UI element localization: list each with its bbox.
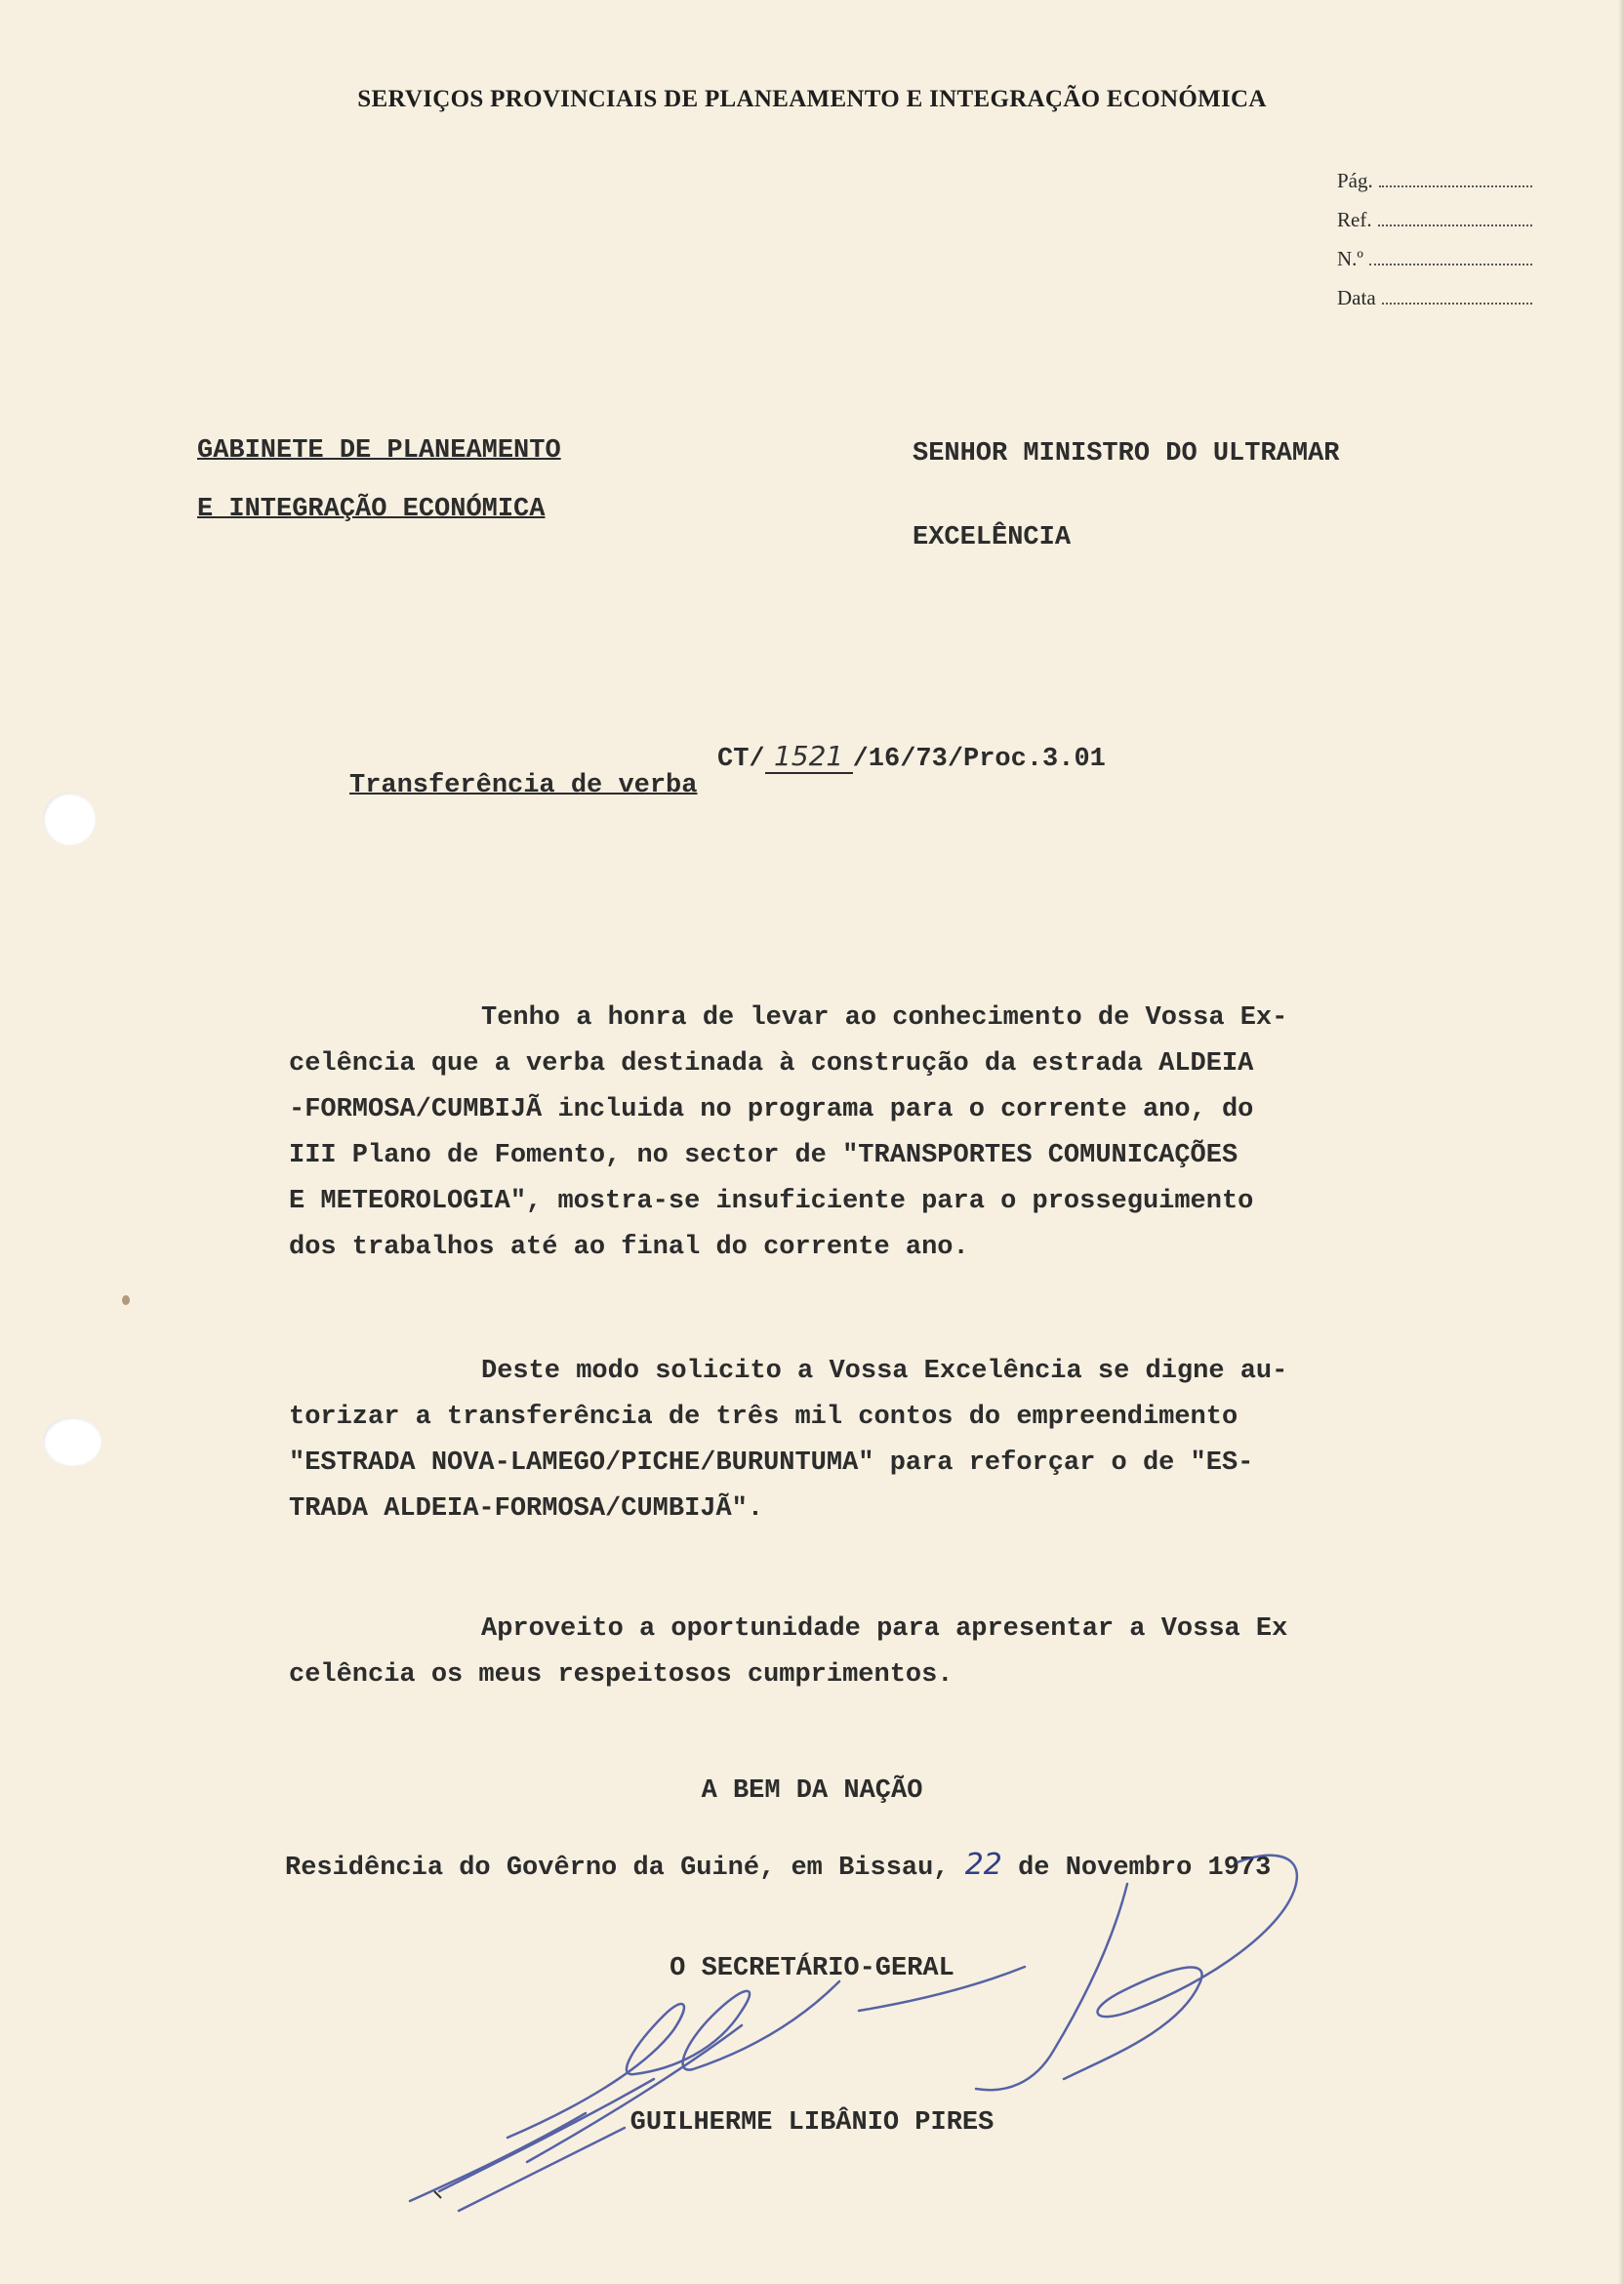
- paragraph-1-line: dos trabalhos até ao final do corrente ano.: [289, 1233, 969, 1262]
- date-suffix: de Novembro 1973: [1001, 1854, 1272, 1883]
- number-field: [1337, 232, 1532, 271]
- reference-number: [717, 740, 1106, 774]
- page-field-line: [1379, 185, 1532, 187]
- ref-field-label: Ref.: [1337, 208, 1372, 231]
- signer-title: O SECRETÁRIO-GERAL: [670, 1954, 954, 1983]
- signer-name: GUILHERME LIBÂNIO PIRES: [629, 2108, 995, 2138]
- paragraph-1-line: Tenho a honra de levar ao conhecimento de Vossa Ex-: [481, 1003, 1288, 1033]
- paragraph-1-line: celência que a verba destinada à construção da estrada ALDEIA: [289, 1049, 1254, 1079]
- closing-motto: A BEM DA NAÇÃO: [701, 1776, 923, 1806]
- addressee-line-1: SENHOR MINISTRO DO ULTRAMAR: [913, 439, 1340, 469]
- date-field-line: [1382, 303, 1532, 305]
- punch-hole-bottom: [43, 1417, 102, 1466]
- paragraph-2: [289, 1349, 1470, 1532]
- date-field-label: Data: [1337, 286, 1376, 309]
- paragraph-2-line: Deste modo solicito a Vossa Excelência se digne au-: [481, 1357, 1288, 1386]
- sender-line-1: GABINETE DE PLANEAMENTO: [197, 436, 561, 466]
- reference-prefix: CT/: [717, 745, 765, 774]
- addressee-line-2: EXCELÊNCIA: [913, 523, 1072, 552]
- paragraph-2-line: "ESTRADA NOVA-LAMEGO/PICHE/BURUNTUMA" para reforçar o de "ES-: [289, 1448, 1254, 1478]
- page-field-label: Pág.: [1337, 169, 1373, 192]
- sender-block: [197, 422, 561, 539]
- paragraph-3: [289, 1607, 1470, 1698]
- subject-line: Transferência de verba: [349, 771, 698, 800]
- paragraph-3-line: Aproveito a oportunidade para apresentar a Vossa Ex: [481, 1614, 1288, 1644]
- handwritten-day: 22: [964, 1848, 1002, 1882]
- paragraph-2-line: TRADA ALDEIA-FORMOSA/CUMBIJÃ".: [289, 1494, 764, 1524]
- date-field: [1337, 271, 1532, 310]
- letterhead-title: SERVIÇOS PROVINCIAIS DE PLANEAMENTO E INTEGRAÇÃO ECONÓMICA: [357, 86, 1267, 112]
- addressee-block: [913, 412, 1339, 580]
- sender-line-2: E INTEGRAÇÃO ECONÓMICA: [197, 495, 546, 524]
- page-edge: [1618, 0, 1624, 2284]
- paragraph-1-line: III Plano de Fomento, no sector de "TRANSPORTES COMUNICAÇÕES: [289, 1141, 1238, 1170]
- reference-handwritten-number: 1521: [765, 740, 853, 774]
- reference-suffix: /16/73/Proc.3.01: [852, 745, 1106, 774]
- place-and-date: [285, 1848, 1271, 1883]
- ref-field-line: [1378, 224, 1532, 226]
- punch-hole-top: [43, 793, 96, 845]
- paragraph-2-line: torizar a transferência de três mil contos do empreendimento: [289, 1403, 1238, 1432]
- page-field: [1337, 154, 1532, 193]
- paragraph-1: [289, 996, 1470, 1271]
- paragraph-3-line: celência os meus respeitosos cumprimentos.: [289, 1660, 954, 1690]
- number-field-label: N.º: [1337, 247, 1363, 270]
- ink-spot: [122, 1295, 130, 1305]
- number-field-line: [1369, 264, 1532, 265]
- ref-field: [1337, 193, 1532, 232]
- reference-fields: [1337, 154, 1532, 310]
- paragraph-1-line: -FORMOSA/CUMBIJÃ incluida no programa para o corrente ano, do: [289, 1095, 1254, 1124]
- place-prefix: Residência do Govêrno da Guiné, em Bissau,: [285, 1854, 965, 1883]
- paragraph-1-line: E METEOROLOGIA", mostra-se insuficiente para o prosseguimento: [289, 1187, 1254, 1216]
